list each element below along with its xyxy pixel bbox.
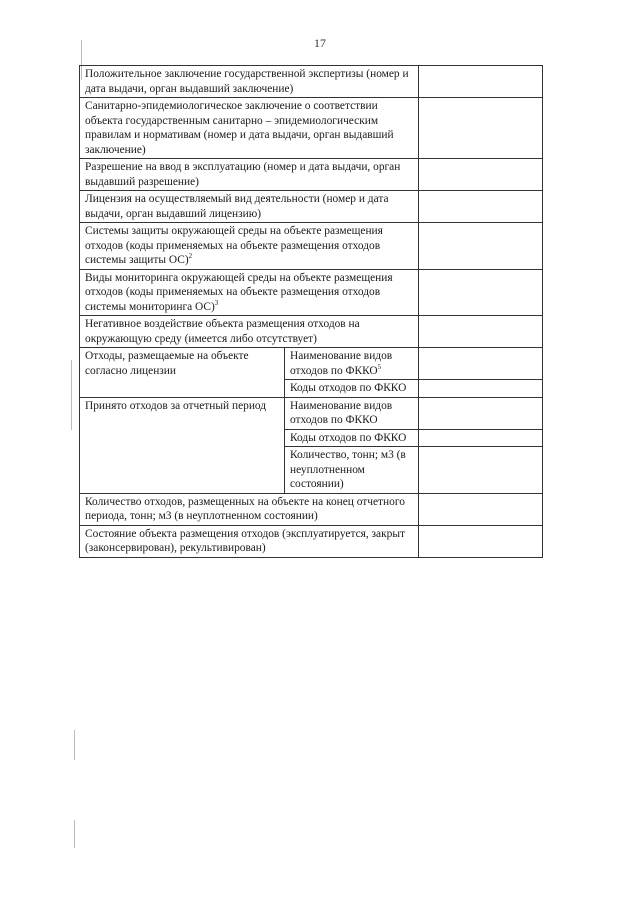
value-cell[interactable] xyxy=(419,98,543,159)
row-label: Негативное воздействие объекта размещения отходов на окружающую среду (имеется либо отсутствует) xyxy=(80,316,419,348)
sub-row-label: Коды отходов по ФККО xyxy=(285,380,419,398)
table-row xyxy=(80,269,543,316)
scan-artifact xyxy=(74,820,75,848)
row-label-text: Виды мониторинга окружающей среды на объекте размещения отходов (коды применяемых на объекте размещения отходов системы мониторинга ОС) xyxy=(85,271,393,313)
value-cell[interactable] xyxy=(419,191,543,223)
footnote-ref: 5 xyxy=(377,362,382,371)
row-label xyxy=(80,223,419,270)
value-cell[interactable] xyxy=(419,429,543,447)
sub-row-label: Коды отходов по ФККО xyxy=(285,429,419,447)
sub-row-label xyxy=(285,348,419,380)
row-label-text: Системы защиты окружающей среды на объекте размещения отходов (коды применяемых на объекте размещения отходов системы защиты ОС) xyxy=(85,225,383,266)
row-label: Лицензия на осуществляемый вид деятельности (номер и дата выдачи, орган выдавший лицензию) xyxy=(80,191,419,223)
row-label: Положительное заключение государственной экспертизы (номер и дата выдачи, орган выдавший заключение) xyxy=(80,66,419,98)
row-label xyxy=(80,269,419,316)
group-label: Принято отходов за отчетный период xyxy=(80,397,285,493)
value-cell[interactable] xyxy=(419,525,543,557)
sub-row-label: Количество, тонн; м3 (в неуплотненном состоянии) xyxy=(285,447,419,494)
scan-artifact xyxy=(74,730,75,760)
row-label: Количество отходов, размещенных на объекте на конец отчетного периода, тонн; м3 (в неуплотненном состоянии) xyxy=(80,493,419,525)
row-label: Санитарно-эпидемиологическое заключение о соответствии объекта государственным санитарно – эпидемиологическим правилам и нормативам (номер и дата выдачи, орган выдавший заключение) xyxy=(80,98,419,159)
table-row xyxy=(80,191,543,223)
scan-artifact xyxy=(71,360,72,430)
table-row xyxy=(80,98,543,159)
value-cell[interactable] xyxy=(419,269,543,316)
table-row xyxy=(80,316,543,348)
value-cell[interactable] xyxy=(419,447,543,494)
value-cell[interactable] xyxy=(419,66,543,98)
table-row xyxy=(80,397,543,429)
table-row xyxy=(80,348,543,380)
footnote-ref: 2 xyxy=(188,252,193,260)
table-row xyxy=(80,223,543,270)
value-cell[interactable] xyxy=(419,348,543,380)
value-cell[interactable] xyxy=(419,159,543,191)
group-label: Отходы, размещаемые на объекте согласно лицензии xyxy=(80,348,285,398)
sub-row-label: Наименование видов отходов по ФККО xyxy=(285,397,419,429)
table-row xyxy=(80,525,543,557)
row-label: Состояние объекта размещения отходов (эксплуатируется, закрыт (законсервирован), рекультивирован) xyxy=(80,525,419,557)
value-cell[interactable] xyxy=(419,380,543,398)
table-row xyxy=(80,159,543,191)
row-label: Разрешение на ввод в эксплуатацию (номер и дата выдачи, орган выдавший разрешение) xyxy=(80,159,419,191)
table-row xyxy=(80,493,543,525)
value-cell[interactable] xyxy=(419,397,543,429)
table-row xyxy=(80,66,543,98)
value-cell[interactable] xyxy=(419,316,543,348)
footnote-ref: 3 xyxy=(214,298,219,307)
page-number: 17 xyxy=(314,36,326,50)
waste-facility-form-table xyxy=(79,65,543,558)
value-cell[interactable] xyxy=(419,493,543,525)
value-cell[interactable] xyxy=(419,223,543,270)
sub-row-label-text: Наименование видов отходов по ФККО xyxy=(290,350,393,377)
